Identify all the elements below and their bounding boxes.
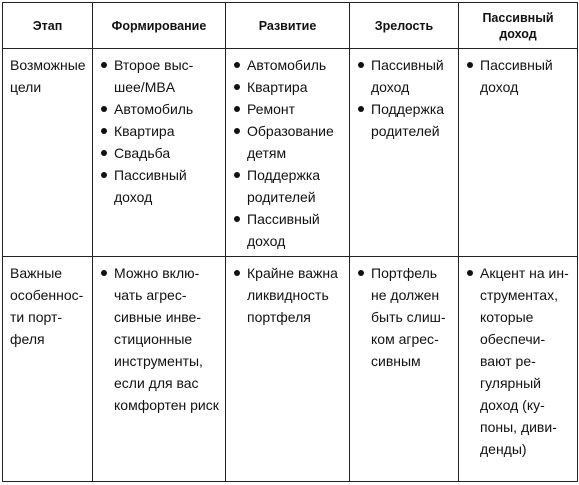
- list-item: Пассивный доход: [356, 54, 452, 98]
- bullet-list: [232, 262, 343, 328]
- row-label-goals: Возможные цели: [3, 49, 93, 257]
- list-item: Пассивный доход: [99, 164, 219, 208]
- goals-table: [2, 2, 578, 482]
- cell-goals-maturity: [350, 49, 459, 257]
- list-item: Пассивный доход: [465, 54, 571, 98]
- list-item: Свадьба: [99, 142, 219, 164]
- list-item: Портфель не должен быть слишком агрессивным: [356, 262, 452, 372]
- bullet-list: [99, 54, 219, 208]
- header-passive-income: Пассивный доход: [459, 3, 578, 49]
- cell-goals-passive-income: [459, 49, 578, 257]
- list-item: Можно включать агрессивные инвестиционные инструменты, если для вас комфортен риск: [99, 262, 219, 416]
- table-row-portfolio: [3, 257, 578, 482]
- bullet-list: [232, 54, 343, 252]
- list-item: Автомобиль: [99, 98, 219, 120]
- list-item: Пассивный доход: [232, 208, 343, 252]
- row-label-portfolio: Важные особенности портфеля: [3, 257, 93, 482]
- list-item: Акцент на инструментах, которые обеспечивают регулярный доход (купоны, дивиденды): [465, 262, 571, 460]
- header-row: [3, 3, 578, 49]
- bullet-list: [356, 262, 452, 372]
- cell-portfolio-development: [226, 257, 350, 482]
- list-item: Поддержка родителей: [356, 98, 452, 142]
- bullet-list: [356, 54, 452, 142]
- list-item: Второе высшее/MBA: [99, 54, 219, 98]
- header-maturity: Зрелость: [350, 3, 459, 49]
- cell-goals-development: [226, 49, 350, 257]
- list-item: Ремонт: [232, 98, 343, 120]
- cell-portfolio-passive-income: [459, 257, 578, 482]
- table-row-goals: [3, 49, 578, 257]
- header-development: Развитие: [226, 3, 350, 49]
- cell-portfolio-formation: [93, 257, 226, 482]
- list-item: Образование детям: [232, 120, 343, 164]
- header-stage: Этап: [3, 3, 93, 49]
- bullet-list: [99, 262, 219, 416]
- list-item: Автомобиль: [232, 54, 343, 76]
- list-item: Поддержка родителей: [232, 164, 343, 208]
- bullet-list: [465, 54, 571, 98]
- header-formation: Формирование: [93, 3, 226, 49]
- cell-portfolio-maturity: [350, 257, 459, 482]
- list-item: Квартира: [232, 76, 343, 98]
- cell-goals-formation: [93, 49, 226, 257]
- list-item: Квартира: [99, 120, 219, 142]
- bullet-list: [465, 262, 571, 460]
- list-item: Крайне важна ликвидность портфеля: [232, 262, 343, 328]
